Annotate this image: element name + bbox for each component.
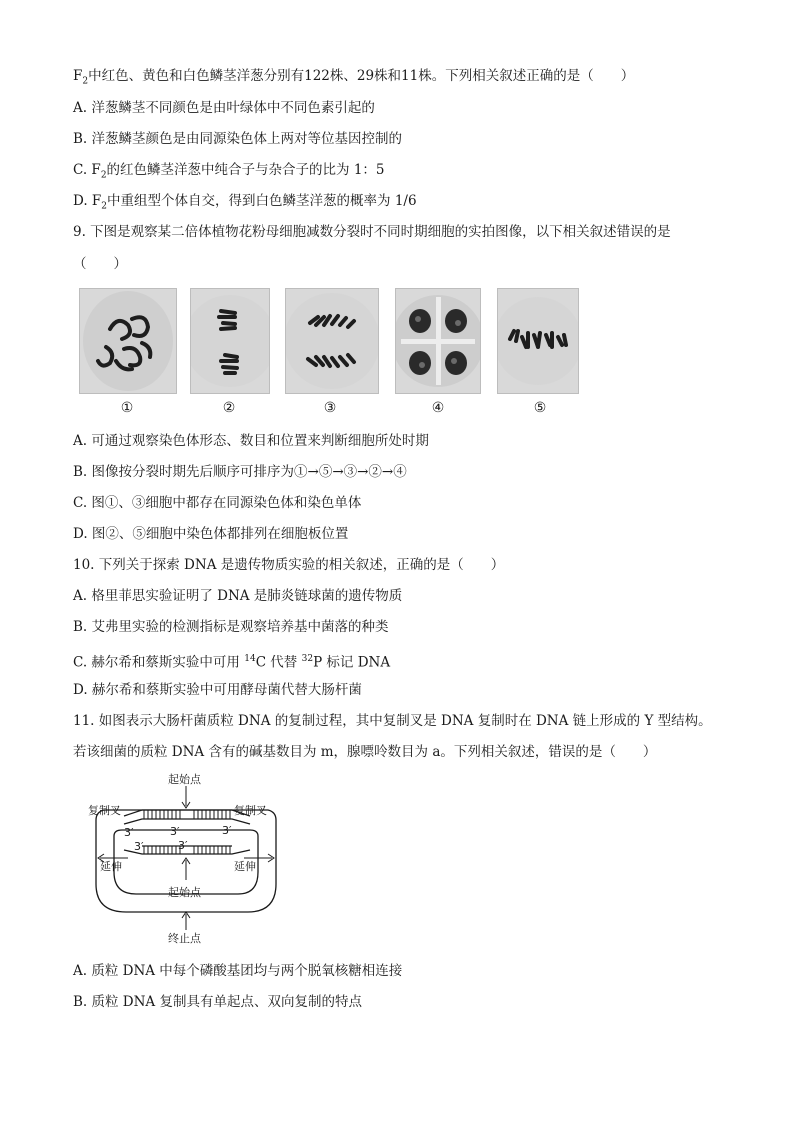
micrograph-5: [497, 288, 579, 394]
q8-stem: $F_2$中红色、黄色和白色鳞茎洋葱分别有122株、29株和11株。下列相关叙述正确的是（ ）: [73, 68, 635, 87]
label-extend-left: 延伸: [100, 860, 122, 873]
q10-option-d[interactable]: D. 赫尔希和蔡斯实验中可用酵母菌代替大肠杆菌: [73, 682, 362, 698]
caption-5: ⑤: [533, 400, 547, 416]
q11-stem-cont: 若该细菌的质粒 DNA 含有的碱基数目为 m，腺嘌呤数目为 a。下列相关叙述，错误的是（ ）: [73, 744, 657, 760]
label-3prime-left-top: 3′: [124, 826, 134, 839]
label-3prime-right-top: 3′: [222, 824, 232, 837]
micrograph-1: [79, 288, 177, 394]
q9-option-a[interactable]: A. 可通过观察染色体形态、数目和位置来判断细胞所处时期: [73, 433, 429, 449]
caption-3: ③: [323, 400, 337, 416]
q11-option-a[interactable]: A. 质粒 DNA 中每个磷酸基团均与两个脱氧核糖相连接: [73, 963, 403, 979]
label-3prime-left-mid: 3′: [134, 840, 144, 853]
q10-stem: 10. 下列关于探索 DNA 是遗传物质实验的相关叙述，正确的是（ ）: [73, 557, 505, 573]
q10-option-a[interactable]: A. 格里菲思实验证明了 DNA 是肺炎链球菌的遗传物质: [73, 588, 403, 604]
dna-replication-diagram: [82, 772, 292, 944]
micrograph-2: [190, 288, 270, 394]
q9-option-b[interactable]: B. 图像按分裂时期先后顺序可排序为①→⑤→③→②→④: [73, 464, 407, 480]
label-fork-right: 复制叉: [234, 804, 267, 817]
label-3prime-center-mid: 3′: [178, 839, 188, 852]
q9-stem: 9. 下图是观察某二倍体植物花粉母细胞减数分裂时不同时期细胞的实拍图像，以下相关叙述错误的是: [73, 224, 671, 240]
label-3prime-center-top: 3′: [170, 825, 180, 838]
q11-option-b[interactable]: B. 质粒 DNA 复制具有单起点、双向复制的特点: [73, 994, 362, 1010]
label-origin-bottom: 起始点: [168, 886, 201, 899]
q8-option-d[interactable]: D. $F_2$中重组型个体自交，得到白色鳞茎洋葱的概率为 1/6: [73, 193, 417, 212]
q10-option-b[interactable]: B. 艾弗里实验的检测指标是观察培养基中菌落的种类: [73, 619, 389, 635]
label-extend-right: 延伸: [234, 860, 256, 873]
label-origin-top: 起始点: [168, 773, 201, 786]
caption-2: ②: [222, 400, 236, 416]
q11-stem: 11. 如图表示大肠杆菌质粒 DNA 的复制过程，其中复制叉是 DNA 复制时在 DNA 链上形成的 Y 型结构。: [73, 713, 712, 729]
q9-stem-cont: （ ）: [73, 256, 127, 272]
label-fork-left: 复制叉: [88, 804, 121, 817]
micrograph-4: [395, 288, 481, 394]
caption-1: ①: [120, 400, 134, 416]
micrograph-3: [285, 288, 379, 394]
caption-4: ④: [431, 400, 445, 416]
label-terminus: 终止点: [168, 932, 201, 944]
q9-option-c[interactable]: C. 图①、③细胞中都存在同源染色体和染色单体: [73, 495, 362, 511]
q10-option-c[interactable]: C. 赫尔希和蔡斯实验中可用 $^{14}$C 代替 $^{32}$P 标记 DNA: [73, 654, 391, 671]
q8-option-b[interactable]: B. 洋葱鳞茎颜色是由同源染色体上两对等位基因控制的: [73, 131, 403, 147]
q8-option-c[interactable]: C. $F_2$的红色鳞茎洋葱中纯合子与杂合子的比为 1：5: [73, 162, 385, 181]
q9-option-d[interactable]: D. 图②、⑤细胞中染色体都排列在细胞板位置: [73, 526, 349, 542]
q8-option-a[interactable]: A. 洋葱鳞茎不同颜色是由叶绿体中不同色素引起的: [73, 100, 375, 116]
